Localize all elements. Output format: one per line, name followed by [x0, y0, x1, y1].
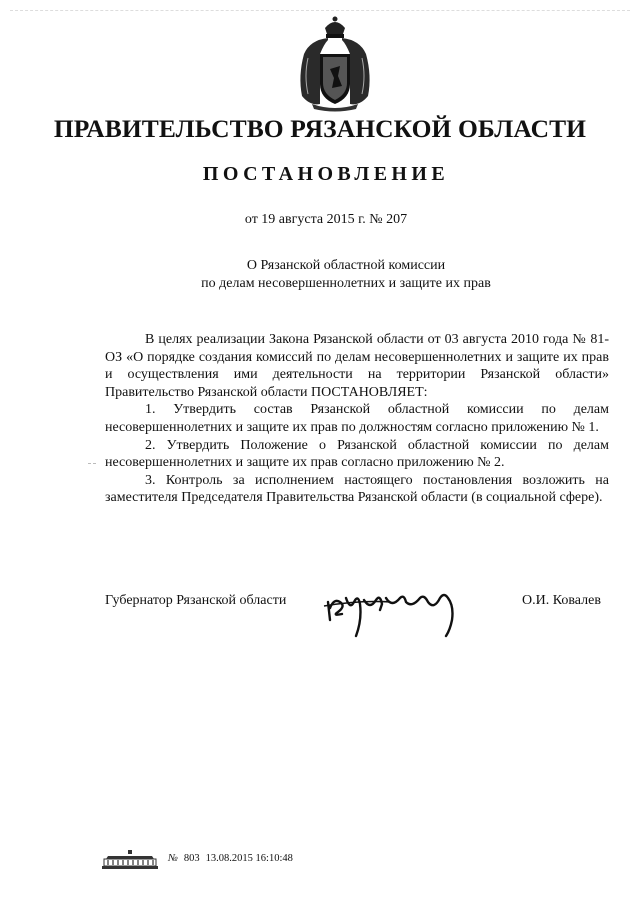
building-stamp-icon — [100, 848, 160, 870]
subject-line-2: по делам несовершеннолетних и защите их прав — [201, 276, 491, 291]
document-date-number: от 19 августа 2015 г. № 207 — [244, 212, 408, 227]
subject-line-1: О Рязанской областной комиссии — [246, 258, 446, 273]
resolution-item-3: 3. Контроль за исполнением настоящего постановления возложить на заместителя Председателя Правительства Рязанской области (в социальной сфере). — [105, 472, 609, 506]
document-subject — [0, 257, 640, 293]
margin-mark — [88, 463, 96, 464]
resolution-item-1: 1. Утвердить состав Рязанской областной комиссии по делам несовершеннолетних и защите их прав по должностям согласно приложению № 1. — [105, 402, 609, 435]
coat-of-arms-icon — [290, 14, 380, 114]
registry-timestamp: 13.08.2015 16:10:48 — [205, 853, 293, 864]
handwritten-signature — [320, 580, 470, 640]
signatory-position: Губернатор Рязанской области — [105, 593, 287, 608]
resolution-item-2: 2. Утвердить Положение о Рязанской областной комиссии по делам несовершеннолетних и защите их прав согласно приложению № 2. — [105, 437, 609, 471]
registry-footer — [100, 848, 400, 870]
document-type: ПОСТАНОВЛЕНИЕ — [202, 163, 450, 185]
preamble-paragraph: В целях реализации Закона Рязанской области от 03 августа 2010 года № 81-ОЗ «О порядке создания комиссий по делам несовершеннолетних и защите их прав и осуществления ими деятельности на территории Рязанской области» Правительство Рязанской области ПОСТАНОВЛЯЕТ: — [105, 332, 609, 400]
signatory-name: О.И. Ковалев — [522, 593, 601, 608]
registry-info — [168, 853, 299, 864]
government-title: ПРАВИТЕЛЬСТВО РЯЗАНСКОЙ ОБЛАСТИ — [53, 114, 587, 143]
document-body — [105, 331, 609, 507]
registry-number: 803 — [183, 853, 200, 864]
registry-mark: № — [168, 853, 178, 864]
scan-top-line — [10, 10, 630, 11]
